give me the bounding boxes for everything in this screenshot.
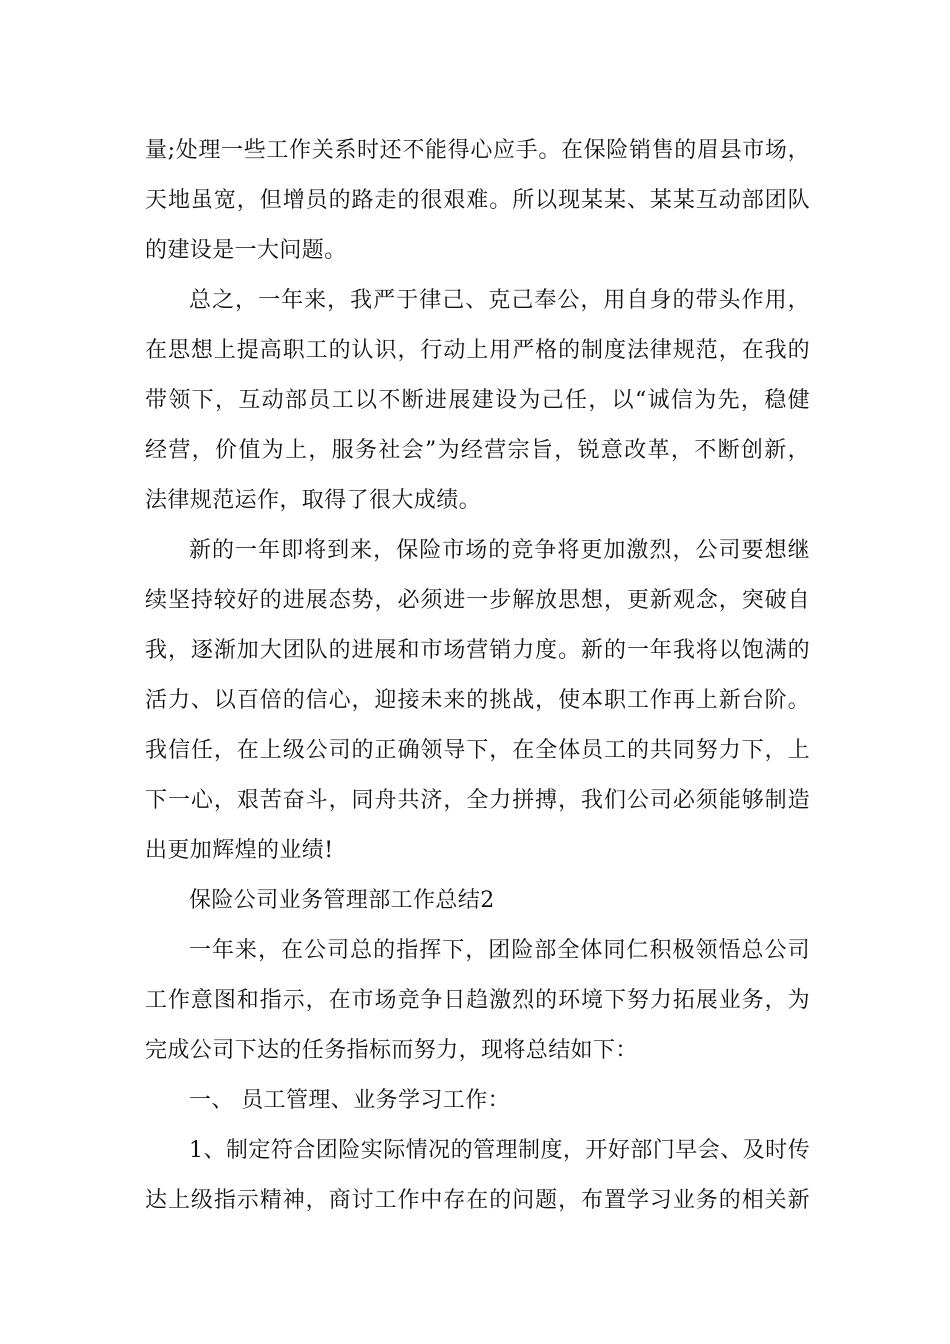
text-line: 完成公司下达的任务指标而努力，现将总结如下： <box>145 1038 638 1063</box>
text-line: 下一心，艰苦奋斗，同舟共济，全力拼搏，我们公司必须能够制造 <box>145 788 810 813</box>
text-line: 1、制定符合团险实际情况的管理制度，开好部门早会、及时传 <box>189 1138 810 1163</box>
text-line: 经营，价值为上，服务社会”为经营宗旨，锐意改革，不断创新， <box>145 438 810 463</box>
text-line: 出更加辉煌的业绩! <box>145 838 334 863</box>
text-line: 续坚持较好的进展态势，必须进一步解放思想，更新观念，突破自 <box>145 588 810 613</box>
text-line: 总之，一年来，我严于律己、克己奉公，用自身的带头作用， <box>189 288 810 313</box>
text-line: 在思想上提高职工的认识，行动上用严格的制度法律规范，在我的 <box>145 338 810 363</box>
text-line: 一年来，在公司总的指挥下，团险部全体同仁积极领悟总公司 <box>189 938 810 963</box>
text-line: 工作意图和指示，在市场竞争日趋激烈的环境下努力拓展业务，为 <box>145 988 810 1013</box>
text-line: 带领下，互动部员工以不断进展建设为己任，以“诚信为先，稳健 <box>145 388 810 413</box>
subheading: 一、 员工管理、业务学习工作： <box>189 1088 510 1113</box>
text-line: 活力、以百倍的信心，迎接未来的挑战，使本职工作再上新台阶。 <box>145 688 810 713</box>
text-line: 法律规范运作，取得了很大成绩。 <box>145 488 482 513</box>
text-line: 天地虽宽，但增员的路走的很艰难。所以现某某、某某互动部团队 <box>145 188 810 213</box>
text-line: 达上级指示精神，商讨工作中存在的问题，布置学习业务的相关新 <box>145 1188 810 1213</box>
section-title: 保险公司业务管理部工作总结2 <box>189 888 495 913</box>
text-line: 新的一年即将到来，保险市场的竞争将更加激烈，公司要想继 <box>189 538 810 563</box>
text-line: 的建设是一大问题。 <box>145 238 347 263</box>
text-line: 量;处理一些工作关系时还不能得心应手。在保险销售的眉县市场， <box>145 138 810 163</box>
text-line: 我，逐渐加大团队的进展和市场营销力度。新的一年我将以饱满的 <box>145 638 810 663</box>
text-line: 我信任，在上级公司的正确领导下，在全体员工的共同努力下，上 <box>145 738 810 763</box>
